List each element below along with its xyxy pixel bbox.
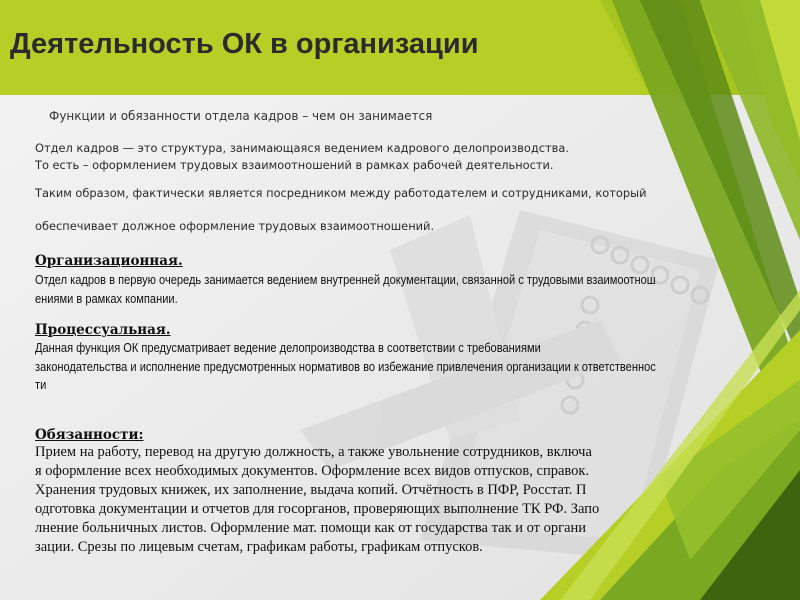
organizational-line: Отдел кадров в первую очередь занимается ведением внутренней документации, связанной с трудовыми взаимоотнош — [35, 273, 656, 287]
duties-line: одготовка документации и отчетов для госорганов, проверяющих выполнение ТК РФ. Запо — [35, 501, 600, 517]
intro-line: Отдел кадров — это структура, занимающаяся ведением кадрового делопроизводства. — [35, 141, 569, 155]
procedural-line: Данная функция ОК предусматривает ведение делопроизводства в соответствии с требованиями — [35, 341, 541, 355]
duties-line: лнение больничных листов. Оформление мат. помощи как от государства так и от органи — [35, 520, 587, 536]
section-heading-procedural: Процессуальная. — [35, 322, 171, 338]
procedural-line: законодательства и исполнение предусмотренных нормативов во избежание привлечения организации к ответственнос — [35, 360, 656, 374]
section-heading-duties: Обязанности: — [35, 427, 144, 443]
intro-line: Таким образом, фактически является посредником между работодателем и сотрудниками, который — [35, 186, 647, 200]
duties-line: зации. Срезы по лицевым счетам, графикам работы, графикам отпусков. — [35, 539, 483, 555]
intro-line: обеспечивает должное оформление трудовых взаимоотношений. — [35, 219, 435, 233]
intro-line: То есть – оформлением трудовых взаимоотношений в рамках рабочей деятельности. — [35, 158, 554, 172]
organizational-line: ениями в рамках компании. — [35, 292, 178, 306]
slide-subtitle: Функции и обязанности отдела кадров – чем он занимается — [49, 109, 433, 123]
slide-title: Деятельность ОК в организации — [10, 28, 479, 60]
duties-line: я оформление всех необходимых документов. Оформление всех видов отпусков, справок. — [35, 463, 590, 479]
section-heading-organizational: Организационная. — [35, 253, 183, 269]
procedural-line: ти — [35, 378, 47, 392]
duties-line: Прием на работу, перевод на другую должность, а также увольнение сотрудников, включа — [35, 444, 592, 460]
duties-line: Хранения трудовых книжек, их заполнение, выдача копий. Отчётность в ПФР, Росстат. П — [35, 482, 587, 498]
